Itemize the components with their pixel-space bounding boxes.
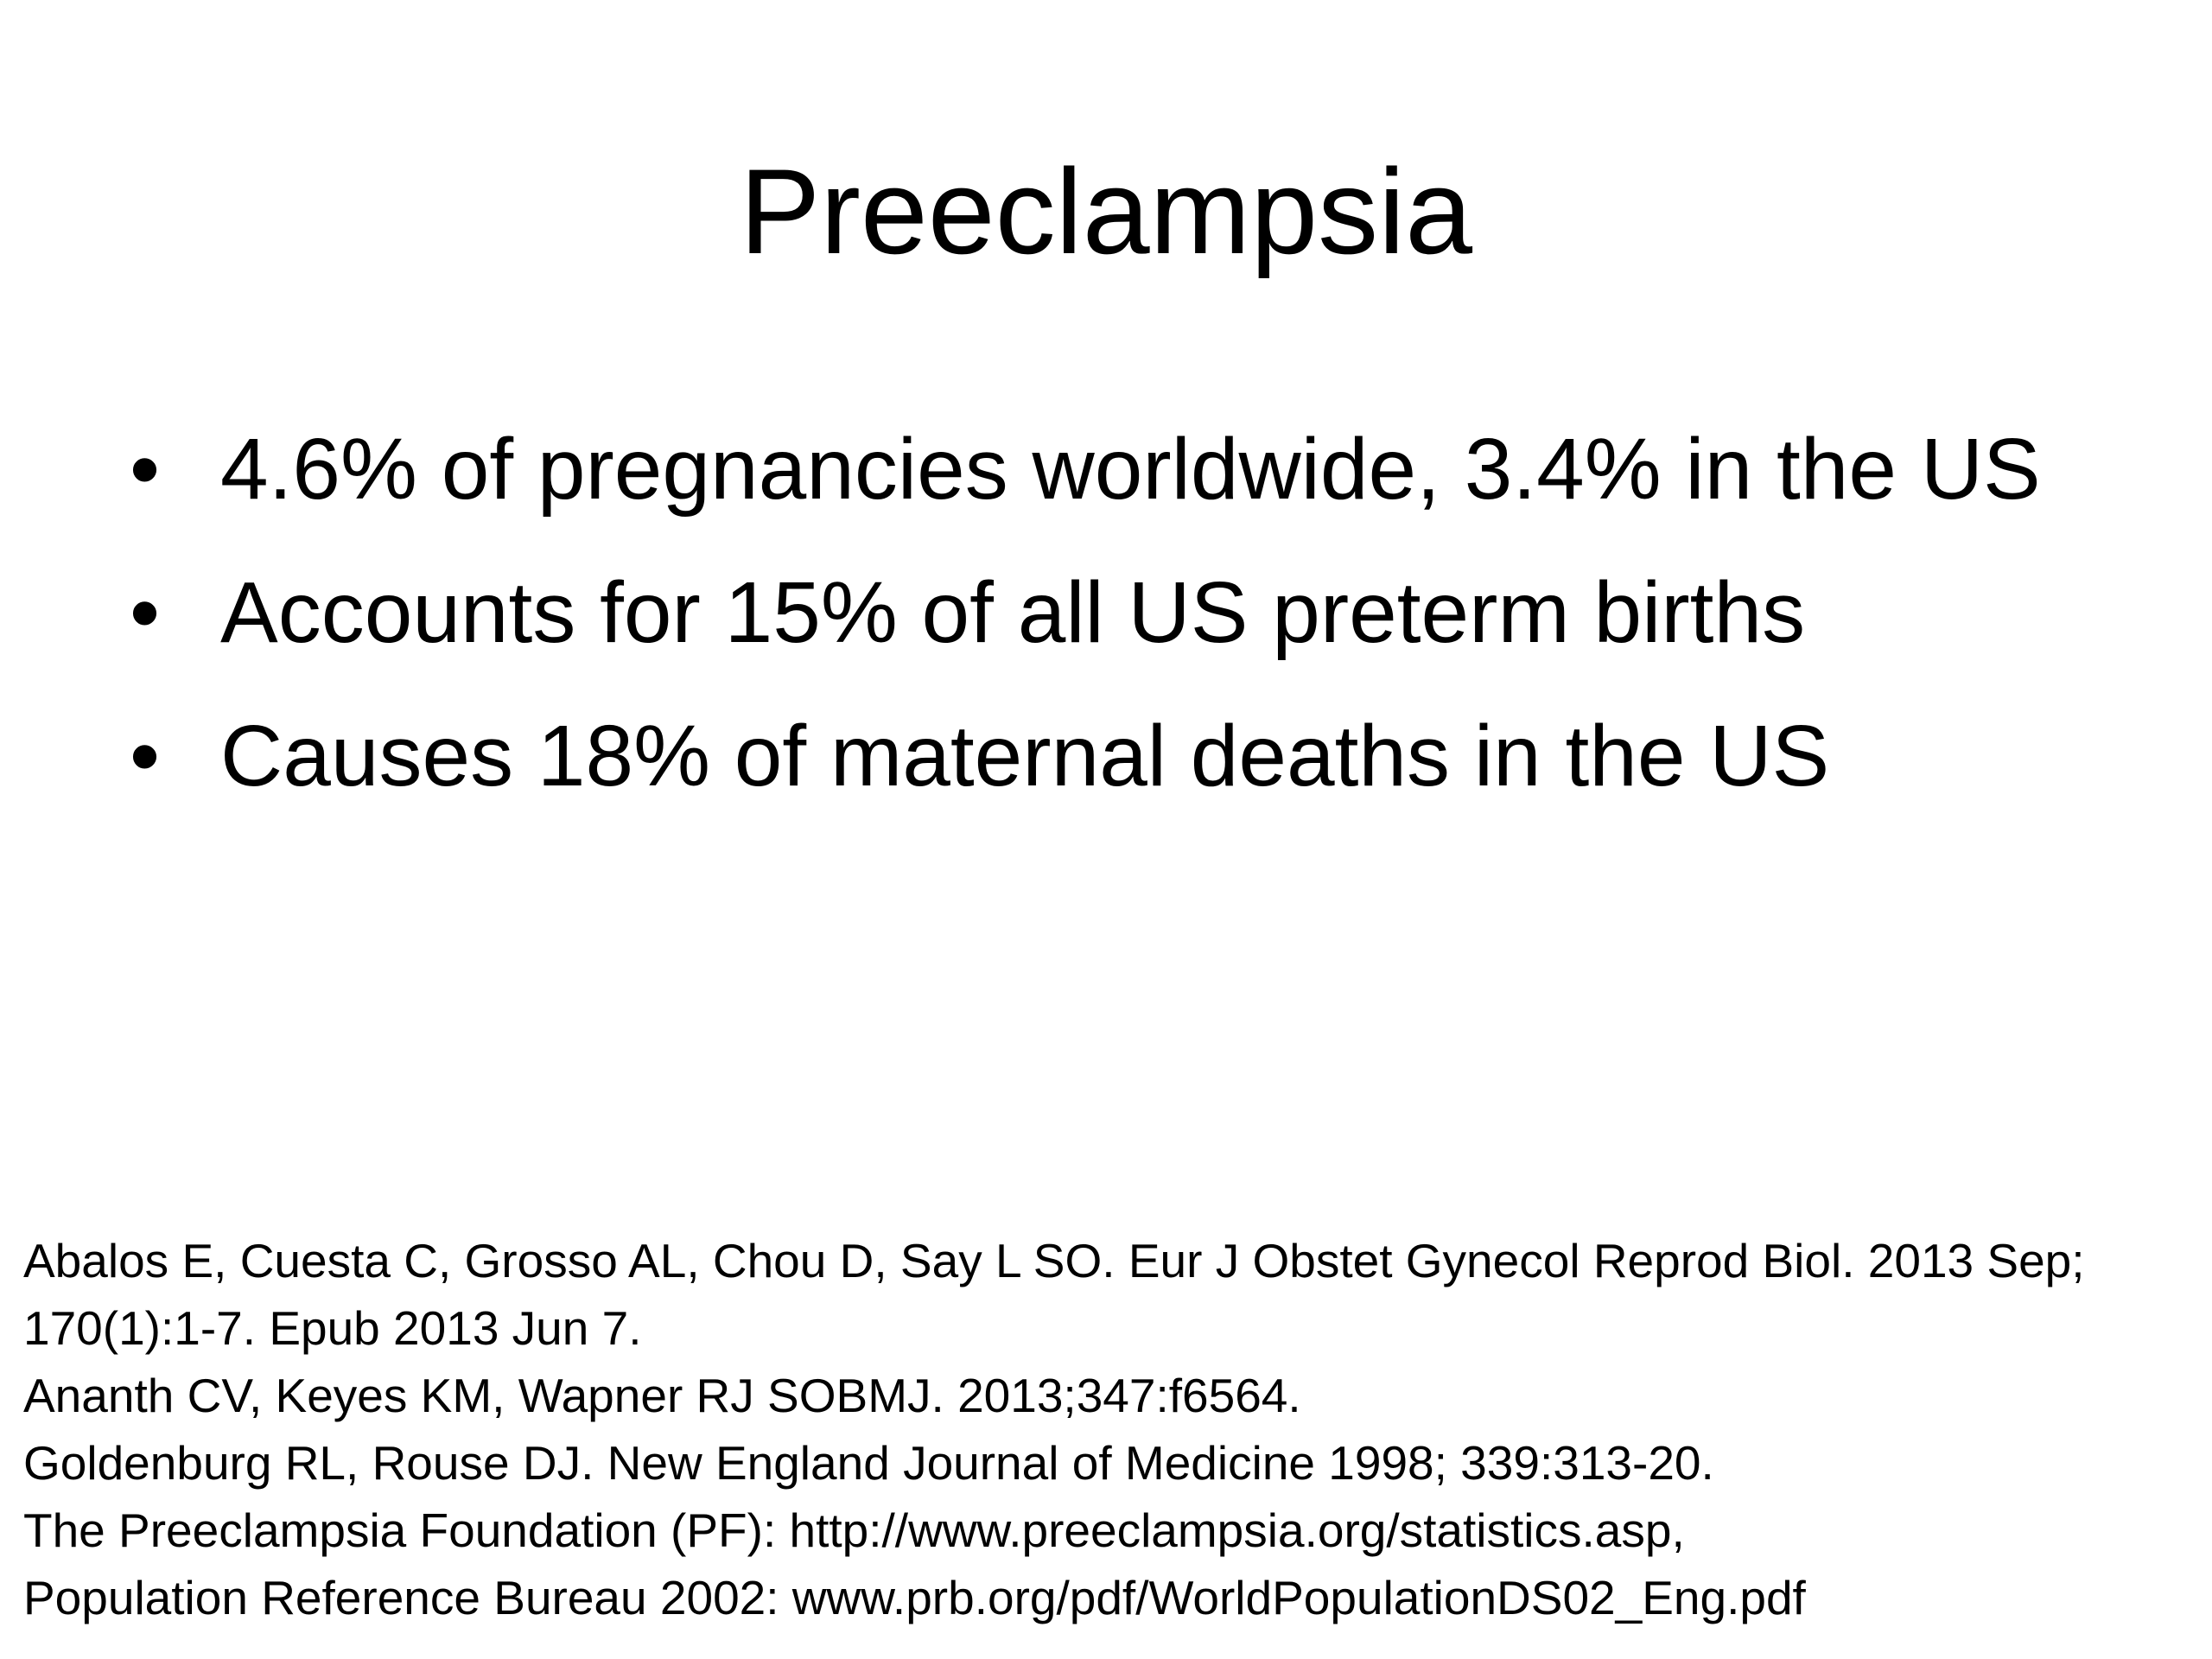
reference-line: Ananth CV, Keyes KM, Wapner RJ SOBMJ. 2013;347:f6564.: [23, 1369, 1301, 1422]
bullet-marker: •: [130, 421, 161, 518]
bullet-item: [130, 697, 2143, 815]
reference-line: Goldenburg RL, Rouse DJ. New England Journal of Medicine 1998; 339:313-20.: [23, 1436, 1714, 1490]
bullet-text: Accounts for 15% of all US preterm births: [220, 564, 1806, 661]
reference-line: Abalos E, Cuesta C, Grosso AL, Chou D, Say L SO. Eur J Obstet Gynecol Reprod Biol. 2013 Sep;: [23, 1234, 2085, 1287]
reference-line: Population Reference Bureau 2002: www.prb.org/pdf/WorldPopulationDS02_Eng.pdf: [23, 1571, 1806, 1624]
bullet-text: Causes 18% of maternal deaths in the US: [220, 708, 1830, 804]
reference-line: The Preeclampsia Foundation (PF): http://www.preeclampsia.org/statistics.asp,: [23, 1503, 1685, 1557]
bullet-item: [130, 410, 2143, 528]
bullet-marker: •: [130, 564, 161, 661]
bullet-list: [130, 410, 2143, 841]
bullet-text: 4.6% of pregnancies worldwide, 3.4% in the US: [220, 421, 2041, 518]
bullet-marker: •: [130, 708, 161, 804]
bullet-item: [130, 554, 2143, 671]
references: [23, 1227, 2192, 1631]
slide-title: Preeclampsia: [739, 143, 1473, 279]
reference-line: 170(1):1-7. Epub 2013 Jun 7.: [23, 1301, 642, 1355]
